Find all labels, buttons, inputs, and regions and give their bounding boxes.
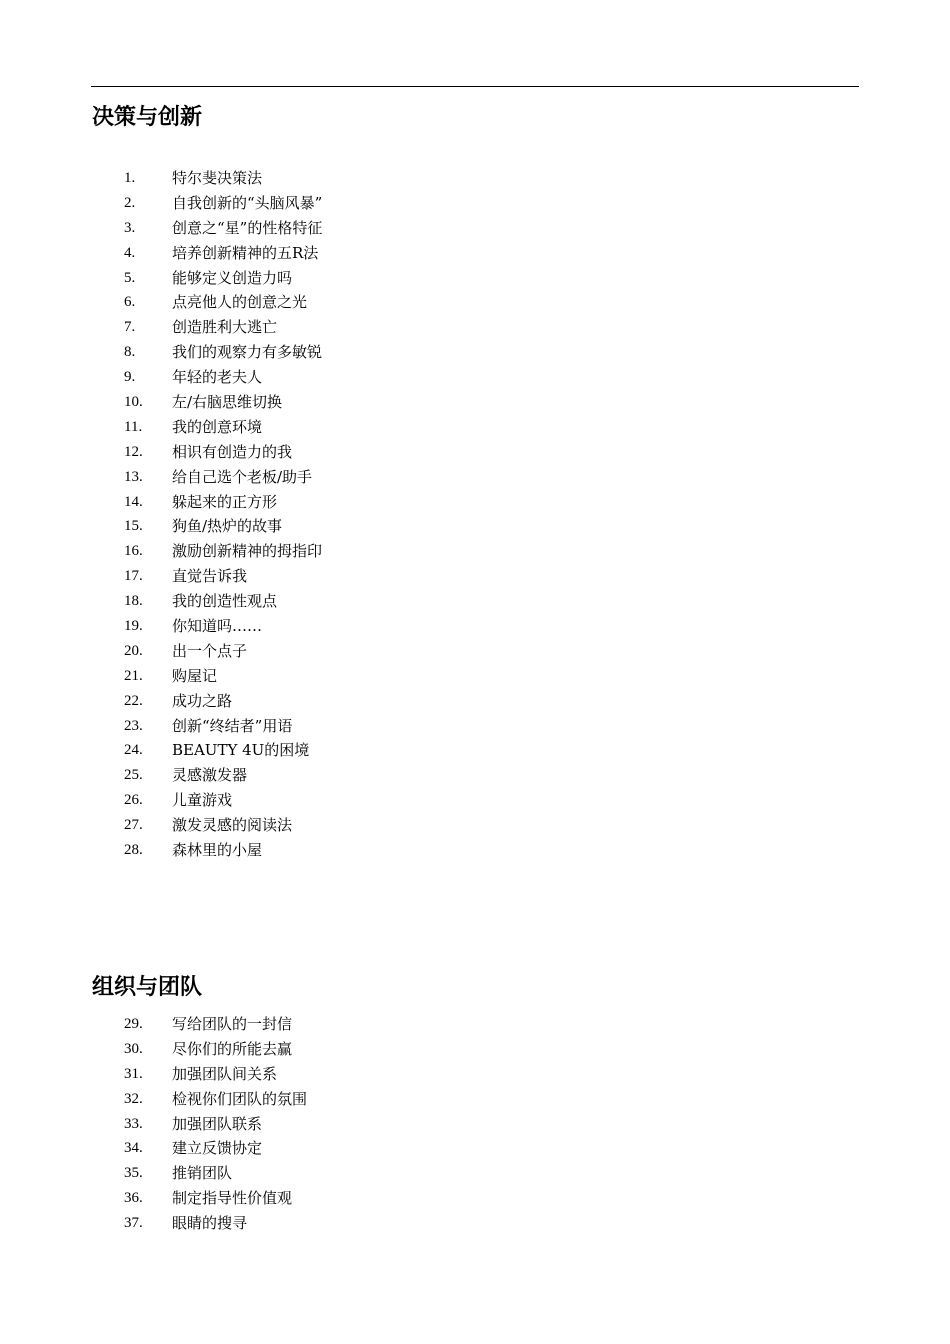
list-item-text: 制定指导性价值观 <box>172 1189 293 1208</box>
list-item-number: 12. <box>124 443 143 460</box>
list-item-text: 创造胜利大逃亡 <box>172 318 278 337</box>
list-item-text: 相识有创造力的我 <box>172 442 293 461</box>
list-item-number: 23. <box>124 717 143 734</box>
list-item-text: 给自己选个老板/助手 <box>172 467 313 486</box>
list-item-number: 33. <box>124 1115 143 1132</box>
list-item-number: 2. <box>124 194 136 211</box>
list-item-text: 成功之路 <box>172 691 233 710</box>
list-item-number: 17. <box>124 568 143 585</box>
list-item-text: 加强团队联系 <box>172 1114 263 1133</box>
list-item-number: 11. <box>124 418 143 435</box>
list-item-number: 9. <box>124 369 136 386</box>
list-item-number: 21. <box>124 667 143 684</box>
list-item-number: 35. <box>124 1165 143 1182</box>
list-item-number: 31. <box>124 1065 143 1082</box>
list-item-text: 自我创新的“头脑风暴” <box>172 193 323 212</box>
list-item-text: 儿童游戏 <box>172 791 233 810</box>
list-item-number: 1. <box>124 170 136 186</box>
list-item-text: 能够定义创造力吗 <box>172 268 293 287</box>
list-item-text: 直觉告诉我 <box>172 567 248 586</box>
list-item-number: 28. <box>124 842 143 859</box>
list-item-text: 出一个点子 <box>172 641 248 660</box>
list-item-number: 29. <box>124 1016 143 1032</box>
list-item-number: 27. <box>124 817 143 834</box>
list-item-text: 写给团队的一封信 <box>172 1015 293 1033</box>
list-item-number: 4. <box>124 244 136 261</box>
list-item-text: 躲起来的正方形 <box>172 492 278 511</box>
list-item-text: 我的创造性观点 <box>172 592 278 611</box>
list-item-number: 30. <box>124 1040 143 1057</box>
list-item-number: 8. <box>124 344 136 361</box>
list-item-text: 眼睛的搜寻 <box>172 1214 248 1233</box>
list-item-number: 37. <box>124 1215 143 1232</box>
list-item-number: 13. <box>124 468 143 485</box>
list-item-number: 24. <box>124 742 143 759</box>
list-item-number: 5. <box>124 269 136 286</box>
list-item-number: 3. <box>124 219 136 236</box>
list-item-text: 狗鱼/热炉的故事 <box>172 517 283 536</box>
list-item-number: 25. <box>124 767 143 784</box>
list-item-text: 检视你们团队的氛围 <box>172 1089 308 1108</box>
list-item-text: 激发灵感的阅读法 <box>172 816 293 835</box>
list-item-text: 年轻的老夫人 <box>172 368 263 387</box>
list-item-number: 16. <box>124 543 143 560</box>
list-item-number: 32. <box>124 1090 143 1107</box>
list-item-text: 特尔斐决策法 <box>172 169 263 187</box>
list-item-text: 加强团队间关系 <box>172 1064 278 1083</box>
list-item-number: 36. <box>124 1190 143 1207</box>
list-item-text: 激励创新精神的拇指印 <box>172 542 323 561</box>
list-item-number: 6. <box>124 294 136 311</box>
list-item-number: 10. <box>124 394 143 411</box>
list-item-text: 森林里的小屋 <box>172 841 263 860</box>
list-item-text: 推销团队 <box>172 1164 233 1183</box>
list-item-text: 培养创新精神的五R法 <box>172 243 319 262</box>
list-item-text: 点亮他人的创意之光 <box>172 293 308 312</box>
list-item-text: 建立反馈协定 <box>172 1139 263 1158</box>
list-item-text: 我的创意环境 <box>172 417 263 436</box>
list-item-number: 26. <box>124 792 143 809</box>
header-rule <box>91 86 859 87</box>
list-item-text: 创新“终结者”用语 <box>172 716 293 735</box>
list-item-number: 14. <box>124 493 143 510</box>
list-item-text: 创意之“星”的性格特征 <box>172 218 323 237</box>
section-heading-organization-team: 组织与团队 <box>92 975 203 1000</box>
list-item-number: 20. <box>124 642 143 659</box>
list-item-number: 34. <box>124 1140 143 1157</box>
list-item-text: 尽你们的所能去赢 <box>172 1039 293 1058</box>
list-item-number: 19. <box>124 618 143 635</box>
list-item-text: 你知道吗…… <box>172 617 263 636</box>
list-item-number: 15. <box>124 518 143 535</box>
list-item-text: 左/右脑思维切换 <box>172 393 283 412</box>
list-item-text: 我们的观察力有多敏锐 <box>172 343 323 362</box>
list-item-text: BEAUTY 4U的困境 <box>172 741 310 760</box>
list-item-number: 18. <box>124 593 143 610</box>
list-item-number: 22. <box>124 692 143 709</box>
list-item-number: 7. <box>124 319 136 336</box>
list-item-text: 购屋记 <box>172 666 218 685</box>
section-heading-decision-innovation: 决策与创新 <box>92 105 203 130</box>
list-item-text: 灵感激发器 <box>172 766 248 785</box>
